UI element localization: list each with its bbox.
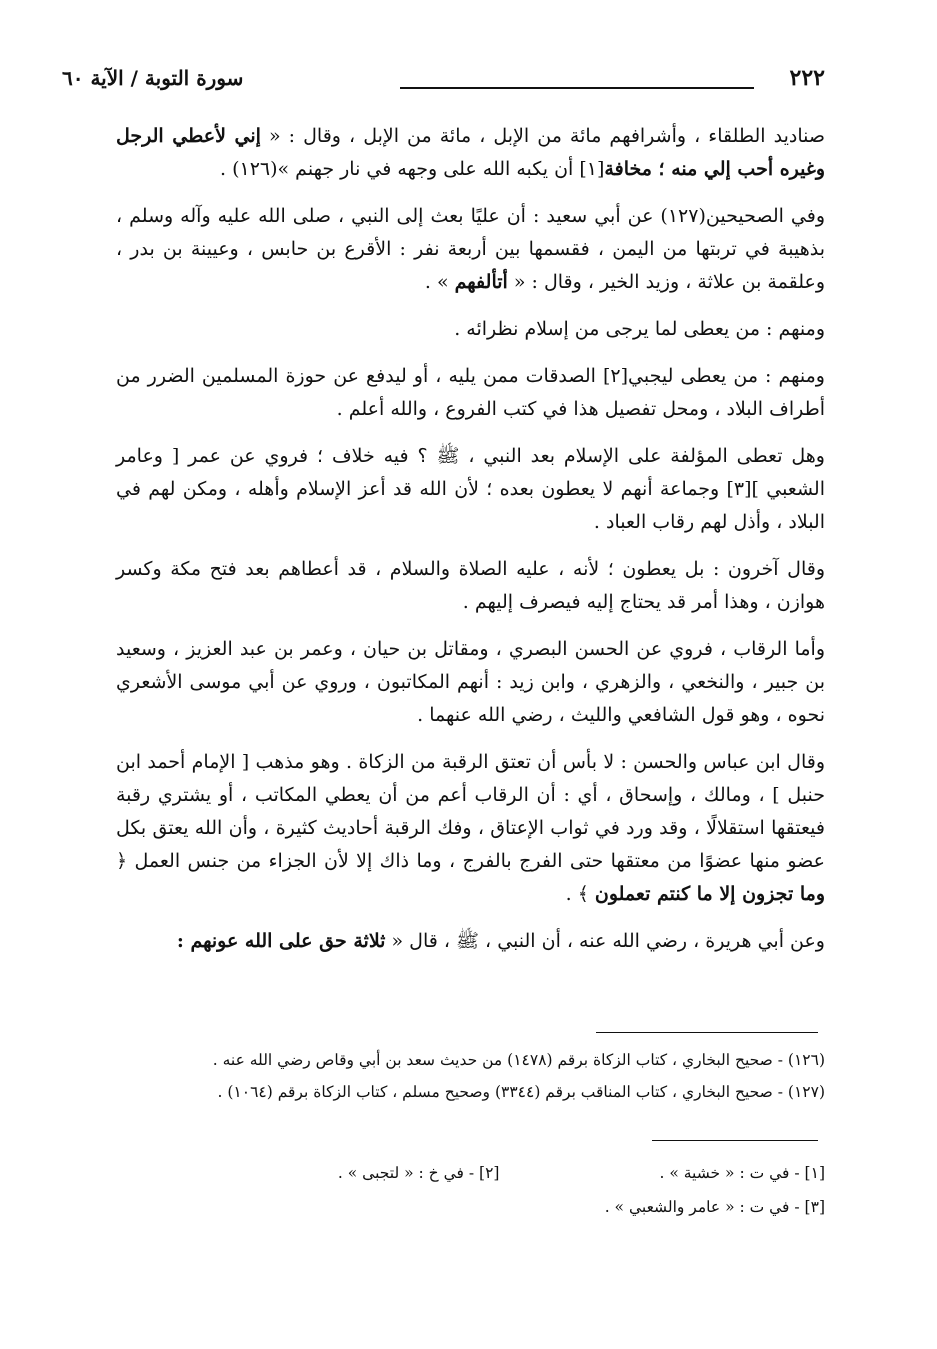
paragraph-4: ومنهم : من يعطى ليجبي[٢] الصدقات ممن يليه ، أو ليدفع عن حوزة المسلمين الضرر من أطراف البلاد ، ومحل تفصيل هذا في كتب الفروع ، والله أعلم .: [116, 365, 825, 420]
paragraph-1: صناديد الطلقاء ، وأشرافهم مائة من الإبل ، مائة من الإبل ، وقال : « إني لأعطي الرجل وغيره أحب إلي منه ؛ مخافة[١] أن يكبه الله على وجهه في نار جهنم »(١٢٦) .: [116, 125, 825, 180]
paragraph-9: وعن أبي هريرة ، رضي الله عنه ، أن النبي ، ﷺ ، قال « ثلاثة حق على الله عونهم :: [176, 930, 825, 952]
footnote-rule: [596, 1032, 818, 1033]
variant-notes: [116, 1156, 825, 1224]
footnote-126: (١٢٦) - صحيح البخاري ، كتاب الزكاة برقم (١٤٧٨) من حديث سعد بن أبي وقاص رضي الله عنه .: [212, 1051, 825, 1069]
variant-note-3: [٣] - في ت : « عامر والشعبي » .: [604, 1198, 825, 1216]
main-text: [116, 120, 825, 972]
page-header: [62, 58, 825, 98]
paragraph-6: وقال آخرون : بل يعطون ؛ لأنه ، عليه الصلاة والسلام ، قد أعطاهم بعد فتح مكة وكسر هوازن ، وهذا أمر قد يحتاج إليه فيصرف إليهم .: [116, 558, 825, 613]
paragraph-3: ومنهم : من يعطى لما يرجى من إسلام نظرائه .: [454, 318, 825, 340]
variant-notes-row: [116, 1156, 825, 1190]
footnote-127: (١٢٧) - صحيح البخاري ، كتاب المناقب برقم (٣٣٤٤) وصحيح مسلم ، كتاب الزكاة برقم (١٠٦٤) .: [217, 1083, 825, 1101]
paragraph-7: وأما الرقاب ، فروي عن الحسن البصري ، ومقاتل بن حيان ، وعمر بن عبد العزيز ، وسعيد بن جبير ، والنخعي ، والزهري ، وابن زيد : أنهم المكاتبون ، وروي عن أبي موسى الأشعري نحوه ، وهو قول الشافعي والليث ، رضي الله عنهما .: [116, 638, 825, 726]
header-rule: [400, 87, 754, 89]
variant-notes-rule: [652, 1140, 818, 1141]
page-number: ٢٢٢: [789, 65, 825, 91]
paragraph-8: وقال ابن عباس والحسن : لا بأس أن تعتق الرقبة من الزكاة . وهو مذهب [ الإمام أحمد ابن حنبل ] ، ومالك ، وإسحاق ، أي : أن الرقاب أعم من أن يعطي المكاتب ، أو يشتري رقبة فيعتقها استقلالًا ، وقد ورد في ثواب الإعتاق ، وفك الرقبة أحاديث كثيرة ، وأن الله يعتق بكل عضو منها عضوًا من معتقها حتى الفرج بالفرج ، وما ذاك إلا لأن الجزاء من جنس العمل ﴿ وما تجزون إلا ما كنتم تعملون ﴾ .: [116, 751, 825, 905]
paragraph-5: وهل تعطى المؤلفة على الإسلام بعد النبي ، ﷺ ؟ فيه خلاف ؛ فروي عن عمر [ وعامر الشعبي ][٣] وجماعة أنهم لا يعطون بعده ؛ لأن الله قد أعز الإسلام وأهله ، ومكن لهم في البلاد ، وأذل لهم رقاب العباد .: [116, 445, 825, 533]
paragraph-2: وفي الصحيحين(١٢٧) عن أبي سعيد : أن عليًا بعث إلى النبي ، صلى الله عليه وآله وسلم ، بذهيبة في تربتها من اليمن ، فقسمها بين أربعة نفر : الأقرع بن حابس ، وعيينة بن بدر ، وعلقمة بن علاثة ، وزيد الخير ، وقال : « أتألفهم » .: [116, 205, 825, 293]
footnotes: [116, 1044, 825, 1108]
variant-note-1: [١] - في ت : « خشية » .: [659, 1164, 825, 1182]
surah-reference: سورة التوبة / الآية ٦٠: [62, 66, 244, 90]
variant-note-2: [٢] - في خ : « لتجبى » .: [337, 1164, 500, 1182]
